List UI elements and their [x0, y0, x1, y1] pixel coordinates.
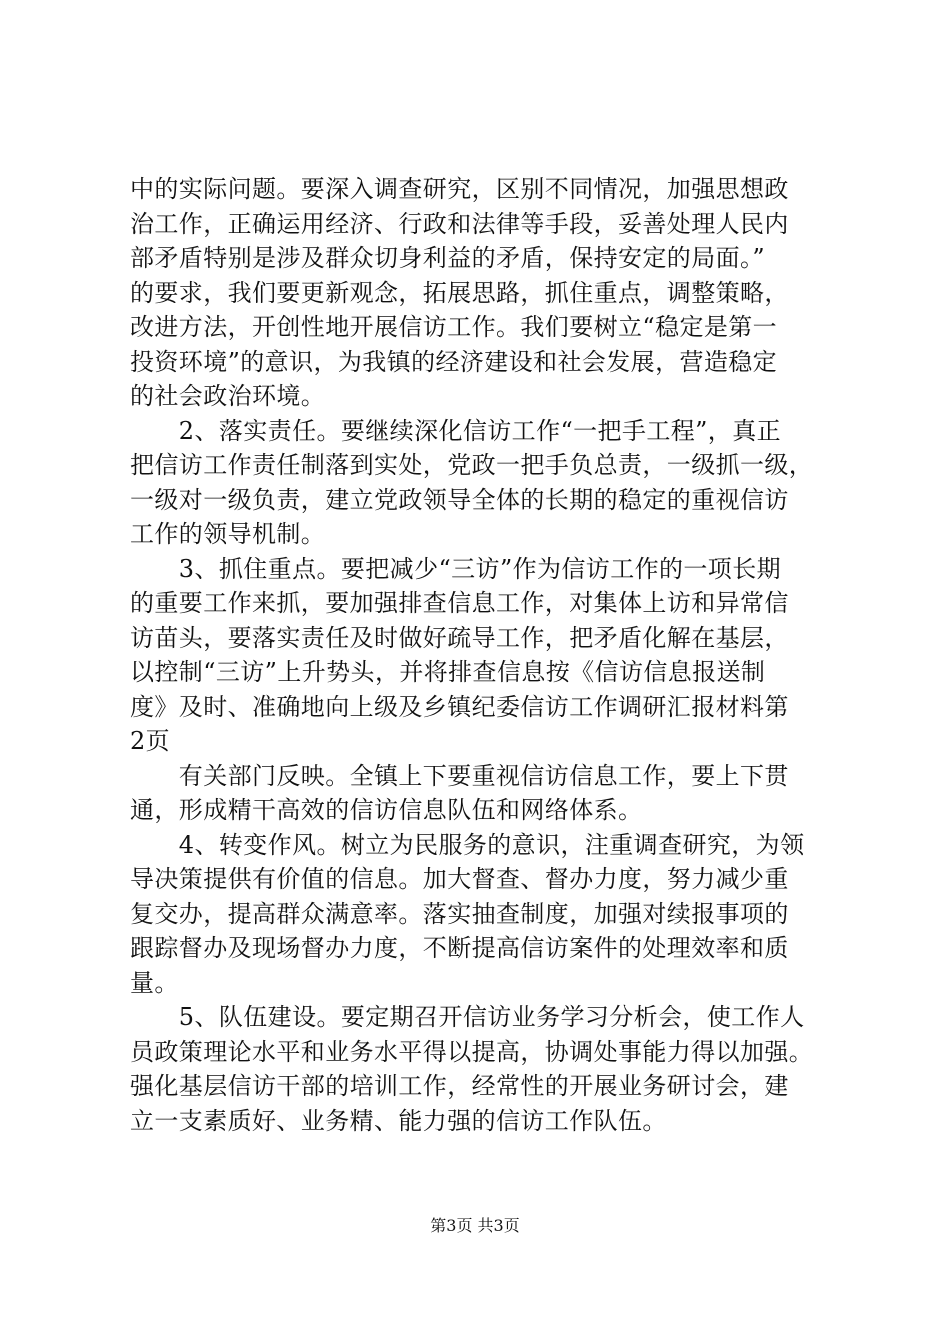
text-line: 导决策提供有价值的信息。加大督查、督办力度，努力减少重 — [130, 865, 789, 893]
text-line: 量。 — [130, 968, 179, 997]
text-line: 改进方法，开创性地开展信访工作。我们要树立“稳定是第一 — [130, 313, 778, 341]
text-line: 2页 — [130, 727, 171, 755]
text-line: 2、落实责任。要继续深化信访工作“一把手工程”，真正 — [130, 416, 782, 445]
text-line: 投资环境”的意识，为我镇的经济建设和社会发展，营造稳定 — [130, 347, 778, 376]
text-line: 3、抓住重点。要把减少“三访”作为信访工作的一项长期 — [130, 554, 782, 583]
text-line: 的重要工作来抓，要加强排查信息工作，对集体上访和异常信 — [130, 589, 789, 617]
text-line: 跟踪督办及现场督办力度，不断提高信访案件的处理效率和质 — [130, 934, 789, 962]
text-line: 把信访工作责任制落到实处，党政一把手负总责，一级抓一级， — [130, 451, 814, 479]
text-line: 访苗头，要落实责任及时做好疏导工作，把矛盾化解在基层， — [130, 623, 789, 652]
text-line: 立一支素质好、业务精、能力强的信访工作队伍。 — [130, 1106, 667, 1135]
page-footer — [0, 1215, 950, 1237]
text-line: 中的实际问题。要深入调查研究，区别不同情况，加强思想政 — [130, 175, 789, 203]
text-line: 有关部门反映。全镇上下要重视信访信息工作，要上下贯 — [130, 761, 789, 790]
text-line: 一级对一级负责，建立党政领导全体的长期的稳定的重视信访 — [130, 485, 789, 514]
text-line: 的社会政治环境。 — [130, 382, 326, 410]
text-line: 部矛盾特别是涉及群众切身利益的矛盾，保持安定的局面。” — [130, 244, 766, 272]
text-line: 强化基层信访干部的培训工作，经常性的开展业务研讨会，建 — [130, 1072, 789, 1100]
page-number: 第3页 共3页 — [430, 1216, 520, 1235]
document-body — [130, 172, 830, 1138]
text-line: 治工作，正确运用经济、行政和法律等手段，妥善处理人民内 — [130, 209, 789, 238]
text-line: 复交办，提高群众满意率。落实抽查制度，加强对续报事项的 — [130, 899, 789, 928]
text-line: 以控制“三访”上升势头，并将排查信息按《信访信息报送制 — [130, 658, 766, 686]
text-line: 员政策理论水平和业务水平得以提高，协调处事能力得以加强。 — [130, 1037, 814, 1066]
text-line: 5、队伍建设。要定期召开信访业务学习分析会，使工作人 — [130, 1003, 805, 1031]
text-line: 4、转变作风。树立为民服务的意识，注重调查研究，为领 — [130, 830, 805, 859]
text-line: 的要求，我们要更新观念，拓展思路，抓住重点，调整策略， — [130, 278, 789, 307]
text-line: 度》及时、准确地向上级及乡镇纪委信访工作调研汇报材料第 — [130, 692, 789, 721]
text-line: 工作的领导机制。 — [130, 520, 326, 548]
text-line: 通，形成精干高效的信访信息队伍和网络体系。 — [130, 796, 643, 824]
